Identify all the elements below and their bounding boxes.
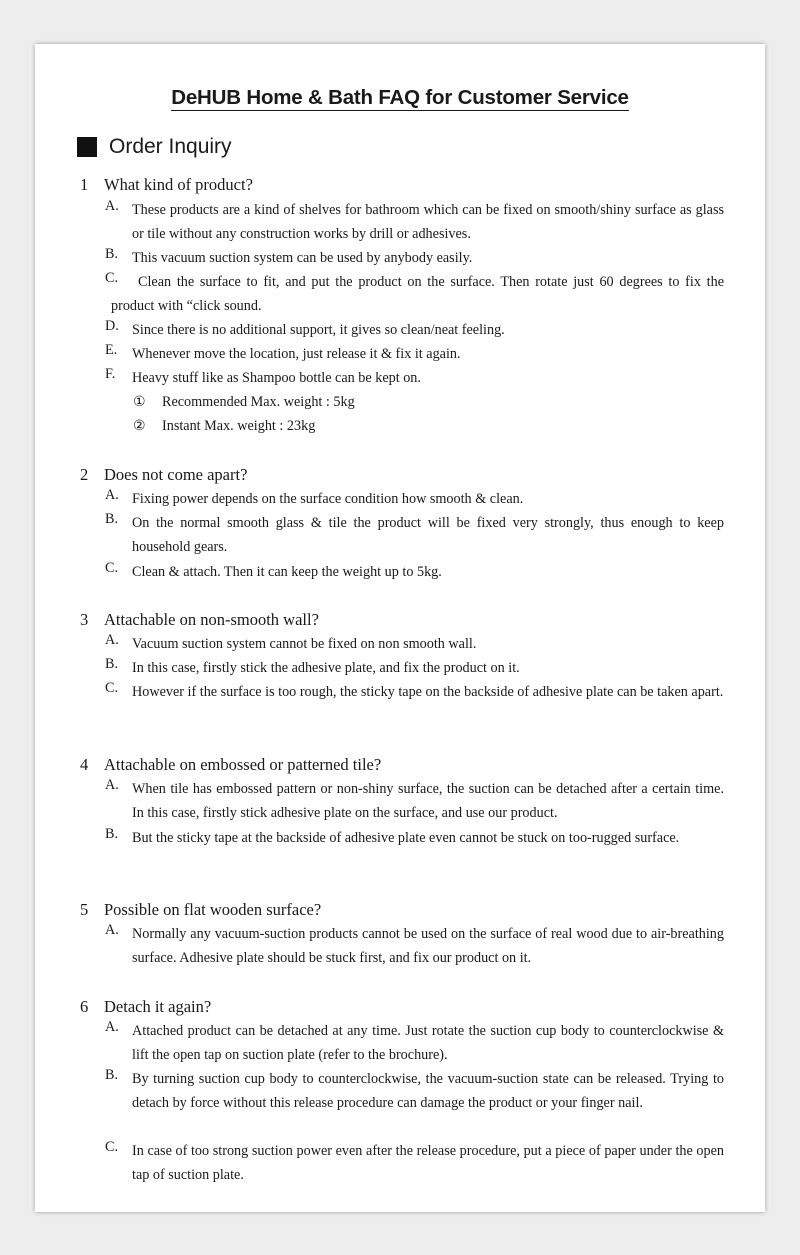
answer-4b: B. But the sticky tape at the backside of adhesive plate even cannot be stuck on too-rugged surface. — [105, 826, 680, 846]
answer-5a: A. Normally any vacuum-suction products cannot be used on the surface of real wood due to air-breathing surface. Adhesive plate should be stuck first, and fix our product on it. — [105, 922, 724, 966]
answer-3b: B. In this case, firstly stick the adhesive plate, and fix the product on it. — [105, 656, 520, 676]
document-title: DeHUB Home & Bath FAQ for Customer Service — [171, 86, 629, 109]
answer-2c: C. Clean & attach. Then it can keep the weight up to 5kg. — [105, 560, 442, 580]
answer-3a: A. Vacuum suction system cannot be fixed on non smooth wall. — [105, 632, 477, 652]
question-6: 6 Detach it again? — [80, 997, 212, 1016]
answer-3c: C. However if the surface is too rough, the sticky tape on the backside of adhesive plate can be taken apart. — [105, 680, 724, 700]
answer-1c: C. Clean the surface to fit, and put the product on the surface. Then rotate just 60 degrees to fix the product with “click sound. — [105, 270, 724, 314]
answer-4a: A. When tile has embossed pattern or non-shiny surface, the suction can be detached after a certain time. In this case, firstly stick adhesive plate on the surface, and use our product. — [105, 777, 724, 821]
answer-2b: B. On the normal smooth glass & tile the product will be fixed very strongly, thus enough to keep household gears. — [105, 511, 724, 555]
answer-1d: D. Since there is no additional support, it gives so clean/neat feeling. — [105, 318, 505, 338]
section-heading: Order Inquiry — [77, 135, 232, 159]
square-bullet-icon — [77, 137, 97, 157]
answer-1b: B. This vacuum suction system can be used by anybody easily. — [105, 246, 473, 266]
question-3: 3 Attachable on non-smooth wall? — [80, 610, 319, 629]
answer-1a: A. These products are a kind of shelves for bathroom which can be fixed on smooth/shiny surface as glass or tile without any construction works by drill or adhesives. — [105, 198, 724, 242]
answer-6b: B. By turning suction cup body to counterclockwise, the vacuum-suction state can be released. Trying to detach by force without this release procedure can damage the product or your finger nail. — [105, 1067, 724, 1111]
answer-6a: A. Attached product can be detached at any time. Just rotate the suction cup body to counterclockwise & lift the open tap on suction plate (refer to the brochure). — [105, 1019, 724, 1063]
answer-1f: F. Heavy stuff like as Shampoo bottle can be kept on. — [105, 366, 421, 386]
question-1: 1 What kind of product? — [80, 175, 253, 194]
sub-item-2: ② Instant Max. weight : 23kg — [133, 418, 316, 434]
question-5: 5 Possible on flat wooden surface? — [80, 900, 322, 919]
answer-1e: E. Whenever move the location, just release it & fix it again. — [105, 342, 461, 362]
answer-2a: A. Fixing power depends on the surface condition how smooth & clean. — [105, 487, 524, 507]
answer-6c: C. In case of too strong suction power even after the release procedure, put a piece of paper under the open tap of suction plate. — [105, 1139, 724, 1183]
question-2: 2 Does not come apart? — [80, 465, 248, 484]
question-4: 4 Attachable on embossed or patterned tile? — [80, 755, 382, 774]
document-page — [35, 44, 765, 1212]
sub-item-1: ① Recommended Max. weight : 5kg — [133, 394, 355, 410]
